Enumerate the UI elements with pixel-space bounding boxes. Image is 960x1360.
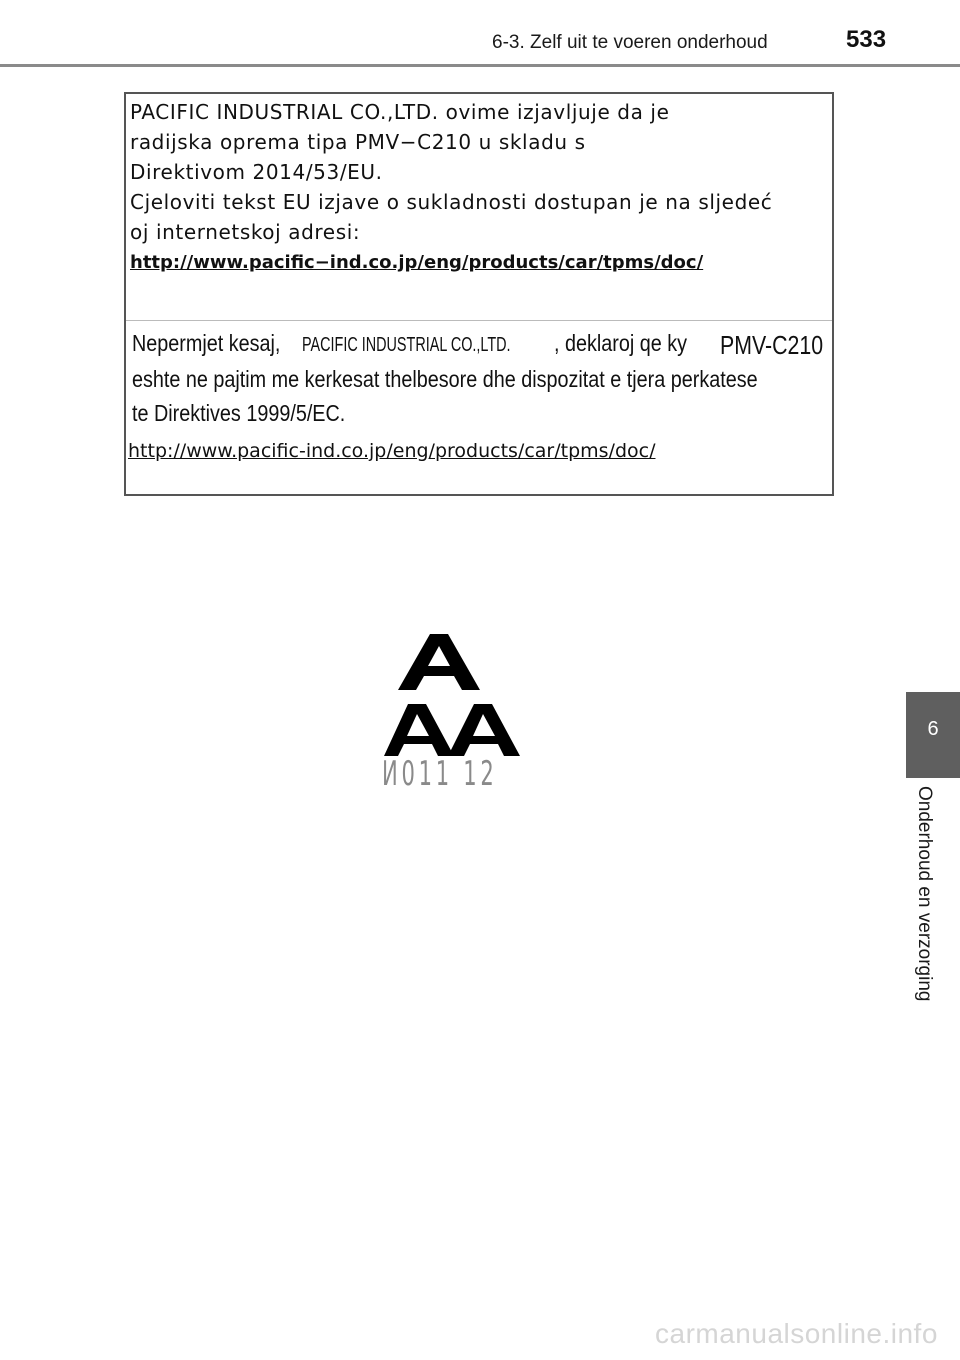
- croatian-line-3: Direktivom 2014/53/EU.: [130, 160, 383, 184]
- albanian-line-3: te Direktives 1999/5/EC.: [132, 400, 346, 426]
- croatian-line-1: PACIFIC INDUSTRIAL CO.,LTD. ovime izjavljuje da je: [130, 100, 670, 124]
- albanian-doc-link[interactable]: http://www.pacific-ind.co.jp/eng/products/car/tpms/doc/: [128, 440, 656, 462]
- mark-code: И011 12: [382, 754, 498, 794]
- chapter-label-text: Onderhoud en verzorging: [914, 786, 935, 1002]
- albanian-line-2: eshte ne pajtim me kerkesat thelbesore dhe dispozitat e tjera perkatese: [132, 366, 758, 392]
- page-number: 533: [846, 26, 887, 53]
- albanian-prefix: Nepermjet kesaj,: [132, 330, 281, 356]
- header-divider: [0, 64, 960, 67]
- croatian-line-4: Cjeloviti tekst EU izjave o sukladnosti dostupan je na sljedeć: [130, 190, 773, 214]
- watermark: carmanualsonline.info: [655, 1318, 938, 1349]
- page-header: [0, 0, 960, 66]
- chapter-label: [913, 786, 949, 1026]
- albanian-company: PACIFIC INDUSTRIAL CO.,LTD.: [302, 334, 511, 356]
- albanian-middle: , deklaroj qe ky: [554, 330, 688, 356]
- albanian-model: PMV-C210: [720, 330, 824, 360]
- croatian-line-2: radijska oprema tipa PMV−C210 u skladu s: [130, 130, 586, 154]
- croatian-doc-link[interactable]: http://www.pacific−ind.co.jp/eng/products/car/tpms/doc/: [130, 252, 704, 273]
- declaration-image-box: [124, 92, 834, 496]
- croatian-declaration: [126, 94, 832, 321]
- chapter-tab[interactable]: [906, 692, 960, 778]
- section-title: 6-3. Zelf uit te voeren onderhoud: [492, 32, 768, 53]
- croatian-line-5: oj internetskoj adresi:: [130, 220, 361, 244]
- chapter-number: 6: [927, 718, 939, 740]
